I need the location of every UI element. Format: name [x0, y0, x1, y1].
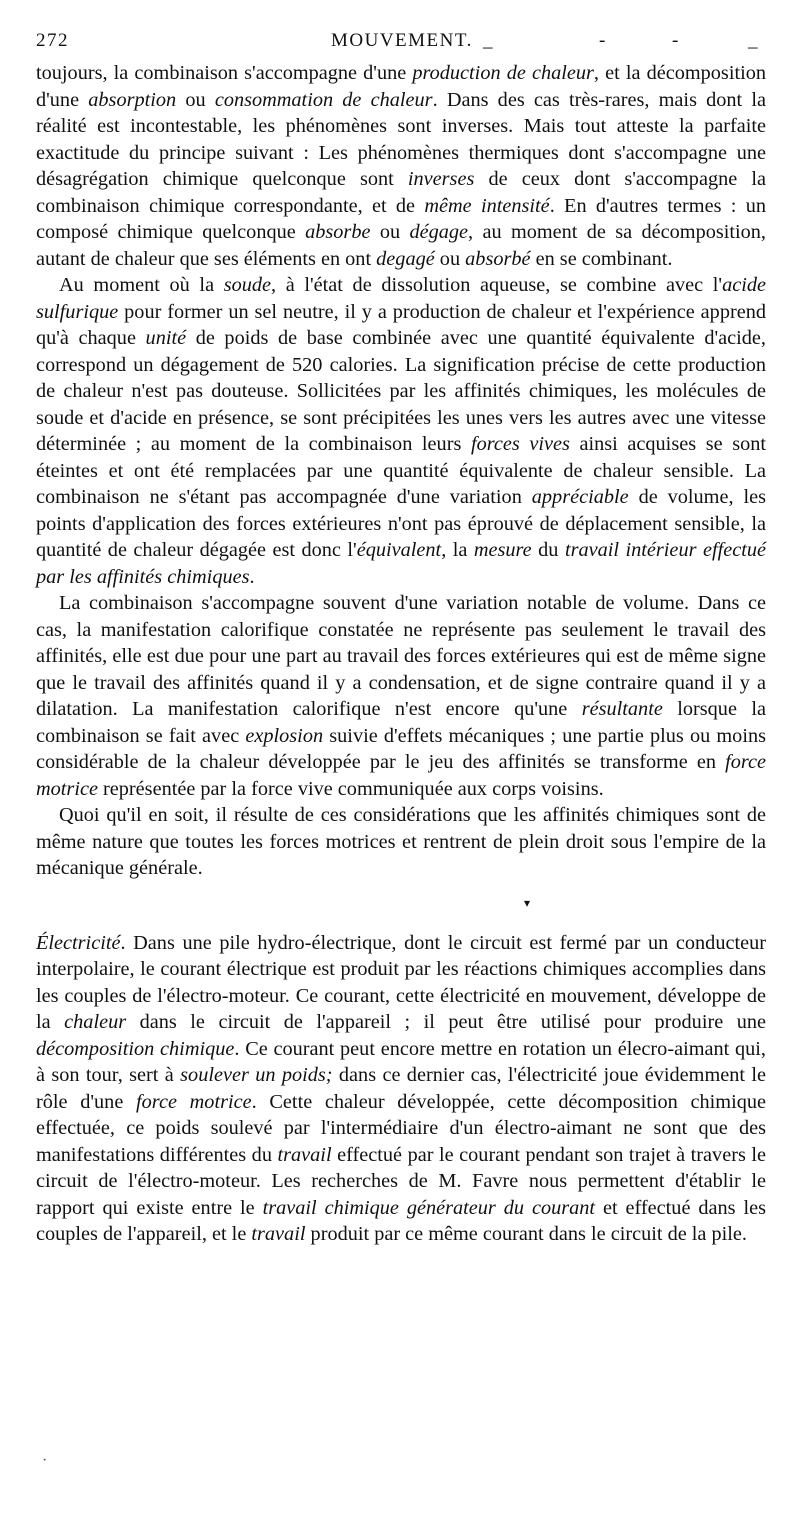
- text-run: , à l'état de dissolution aqueuse, se combine avec l': [271, 274, 723, 296]
- text-run: toujours, la combinaison s'accompagne d'une: [36, 62, 413, 84]
- italic-run: appréciable: [531, 486, 629, 508]
- section-gap: [36, 882, 766, 930]
- text-run: ou: [370, 221, 410, 243]
- text-run: .: [249, 565, 255, 588]
- paragraph-electricite: [36, 930, 766, 1248]
- header-dash: _: [483, 30, 494, 51]
- page-header: [36, 22, 766, 60]
- text-run: dans le circuit de l'appareil ; il peut être utilisé pour produire une: [126, 1011, 766, 1033]
- text-run: , et la décomposition d'une: [36, 62, 767, 111]
- text-run: ou: [434, 247, 466, 270]
- text-run: de poids de base combinée avec une quantité équivalente d'acide, correspond un dégagement de 520 calories. La signification précise de cette production de chaleur n'est pas douteuse. Sollicitées par les affinités chimiques, les molécules de soude et d'acide en présence, se sont précipitées les unes vers les autres avec une vitesse déterminée ; au moment de la combinaison leurs: [36, 327, 766, 455]
- italic-run: résultante: [581, 698, 663, 720]
- italic-run: même intensité: [424, 194, 550, 217]
- paragraph-volume: [36, 590, 766, 802]
- text-run: Quoi qu'il en soit, il résulte de ces considérations que les affinités chimiques sont de même nature que toutes les forces motrices et rentrent de plein droit sous l'empire de la mécanique générale.: [36, 804, 766, 879]
- italic-run: explosion: [245, 724, 324, 747]
- italic-run: consommation de chaleur: [214, 88, 433, 111]
- text-run: effectué par le courant pendant son trajet à travers le circuit de l'électro-moteur. Les recherches de M. Favre nous permettent d'établir le rapport qui existe entre le: [36, 1143, 767, 1219]
- italic-run: travail: [277, 1143, 332, 1166]
- stray-mark: ▾: [524, 895, 531, 910]
- italic-run: force motrice: [136, 1090, 252, 1113]
- italic-run: décomposition chimique: [36, 1037, 235, 1060]
- text-run: . En d'autres termes : un composé chimique quelconque: [36, 194, 766, 243]
- footer-mark: ·: [42, 1452, 48, 1469]
- italic-run: acide sulfurique: [36, 274, 766, 323]
- italic-run: travail chimique générateur du courant: [262, 1196, 596, 1219]
- italic-run: production de chaleur: [412, 62, 594, 84]
- text-run: dans ce dernier cas, l'électricité joue évidemment le rôle d'une: [36, 1064, 766, 1113]
- italic-run: travail intérieur effectué par les affinités chimiques: [36, 539, 767, 588]
- text-run: . Dans une pile hydro-électrique, dont le circuit est fermé par un conducteur interpolaire, le courant électrique est produit par les réactions chimiques accomplies dans les couples de l'électro-moteur. Ce courant, cette électricité en mouvement, développe de la: [36, 931, 766, 1033]
- italic-run: absorbé: [465, 247, 531, 270]
- text-run: représentée par la force vive communiquée aux corps voisins.: [97, 777, 604, 800]
- italic-run: soulever un poids;: [180, 1064, 333, 1086]
- italic-run: force motrice: [36, 751, 766, 800]
- header-dash: _: [748, 30, 759, 51]
- page-number: 272: [36, 30, 69, 51]
- italic-run: chaleur: [64, 1011, 127, 1033]
- text-run: . Cette chaleur développée, cette décomposition chimique effectuée, ce poids soulevé par l'intermédiaire d'un électro-aimant ne sont que des manifestations différentes du: [36, 1090, 766, 1166]
- italic-run: unité: [145, 327, 187, 349]
- text-run: du: [531, 539, 565, 561]
- text-run: . Ce courant peut encore mettre en rotation un élecro-aimant qui, à son tour, sert à: [36, 1037, 766, 1086]
- header-dash: -: [672, 30, 680, 51]
- italic-run: forces vives: [470, 433, 570, 455]
- text-run: lorsque la combinaison se fait avec: [36, 698, 766, 747]
- italic-run: inverses: [407, 168, 475, 190]
- text-run: ainsi acquises se sont éteintes et ont été remplacées par une quantité équivalente de chaleur sensible. La combinaison ne s'étant pas accompagnée d'une variation: [36, 433, 767, 508]
- italic-run: absorbe: [305, 221, 371, 243]
- italic-run: degagé: [376, 247, 435, 270]
- italic-run: travail: [251, 1223, 306, 1245]
- text-run: en se combinant.: [530, 247, 673, 270]
- text-run: et effectué dans les couples de l'appareil, et le: [36, 1196, 766, 1245]
- text-run: Au moment où la: [59, 274, 224, 296]
- paragraph-soude: [36, 272, 766, 590]
- paragraph-continuation: [36, 60, 766, 272]
- text-run: de ceux dont s'accompagne la combinaison chimique correspondante, et de: [36, 168, 766, 217]
- text-run: de volume, les points d'application des forces extérieures n'ont pas éprouvé de déplacement sensible, la quantité de chaleur dégagée est donc l': [36, 486, 766, 561]
- running-title: MOUVEMENT.: [331, 30, 473, 51]
- italic-run: soude: [223, 274, 272, 296]
- header-dash: -: [599, 30, 607, 51]
- italic-run: mesure: [473, 539, 532, 561]
- text-run: produit par ce même courant dans le circuit de la pile.: [305, 1223, 747, 1245]
- italic-run: absorption: [88, 88, 177, 111]
- text-run: . Dans des cas très-rares, mais dont la réalité est incontestable, les phénomènes sont inverses. Mais tout atteste la parfaite exactitude du principe suivant : Les phénomènes thermiques dont s'accompagne une désagrégation chimique quelconque sont: [36, 88, 767, 190]
- italic-run: équivalent: [356, 539, 442, 561]
- page-body: [36, 60, 766, 1248]
- paragraph-conclusion: [36, 802, 766, 882]
- text-run: pour former un sel neutre, il y a production de chaleur et l'expérience apprend qu'à chaque: [36, 300, 766, 349]
- text-run: La combinaison s'accompagne souvent d'une variation notable de volume. Dans ce cas, la manifestation calorifique constatée ne représente pas seulement le travail des affinités, elle est due pour une part au travail des forces extérieures qui est de même signe que le travail des affinités quand il y a condensation, et de signe contraire quand il y a dilatation. La manifestation calorifique n'est encore qu'une: [36, 592, 766, 720]
- italic-run: dégage: [409, 221, 469, 243]
- text-run: , la: [441, 539, 474, 561]
- text-run: , au moment de sa décomposition, autant de chaleur que ses éléments en ont: [36, 221, 766, 270]
- text-run: ou: [176, 88, 215, 111]
- text-run: suivie d'effets mécaniques ; une partie plus ou moins considérable de la chaleur développée par le jeu des affinités se transforme en: [36, 724, 766, 773]
- italic-run: Électricité: [36, 931, 121, 954]
